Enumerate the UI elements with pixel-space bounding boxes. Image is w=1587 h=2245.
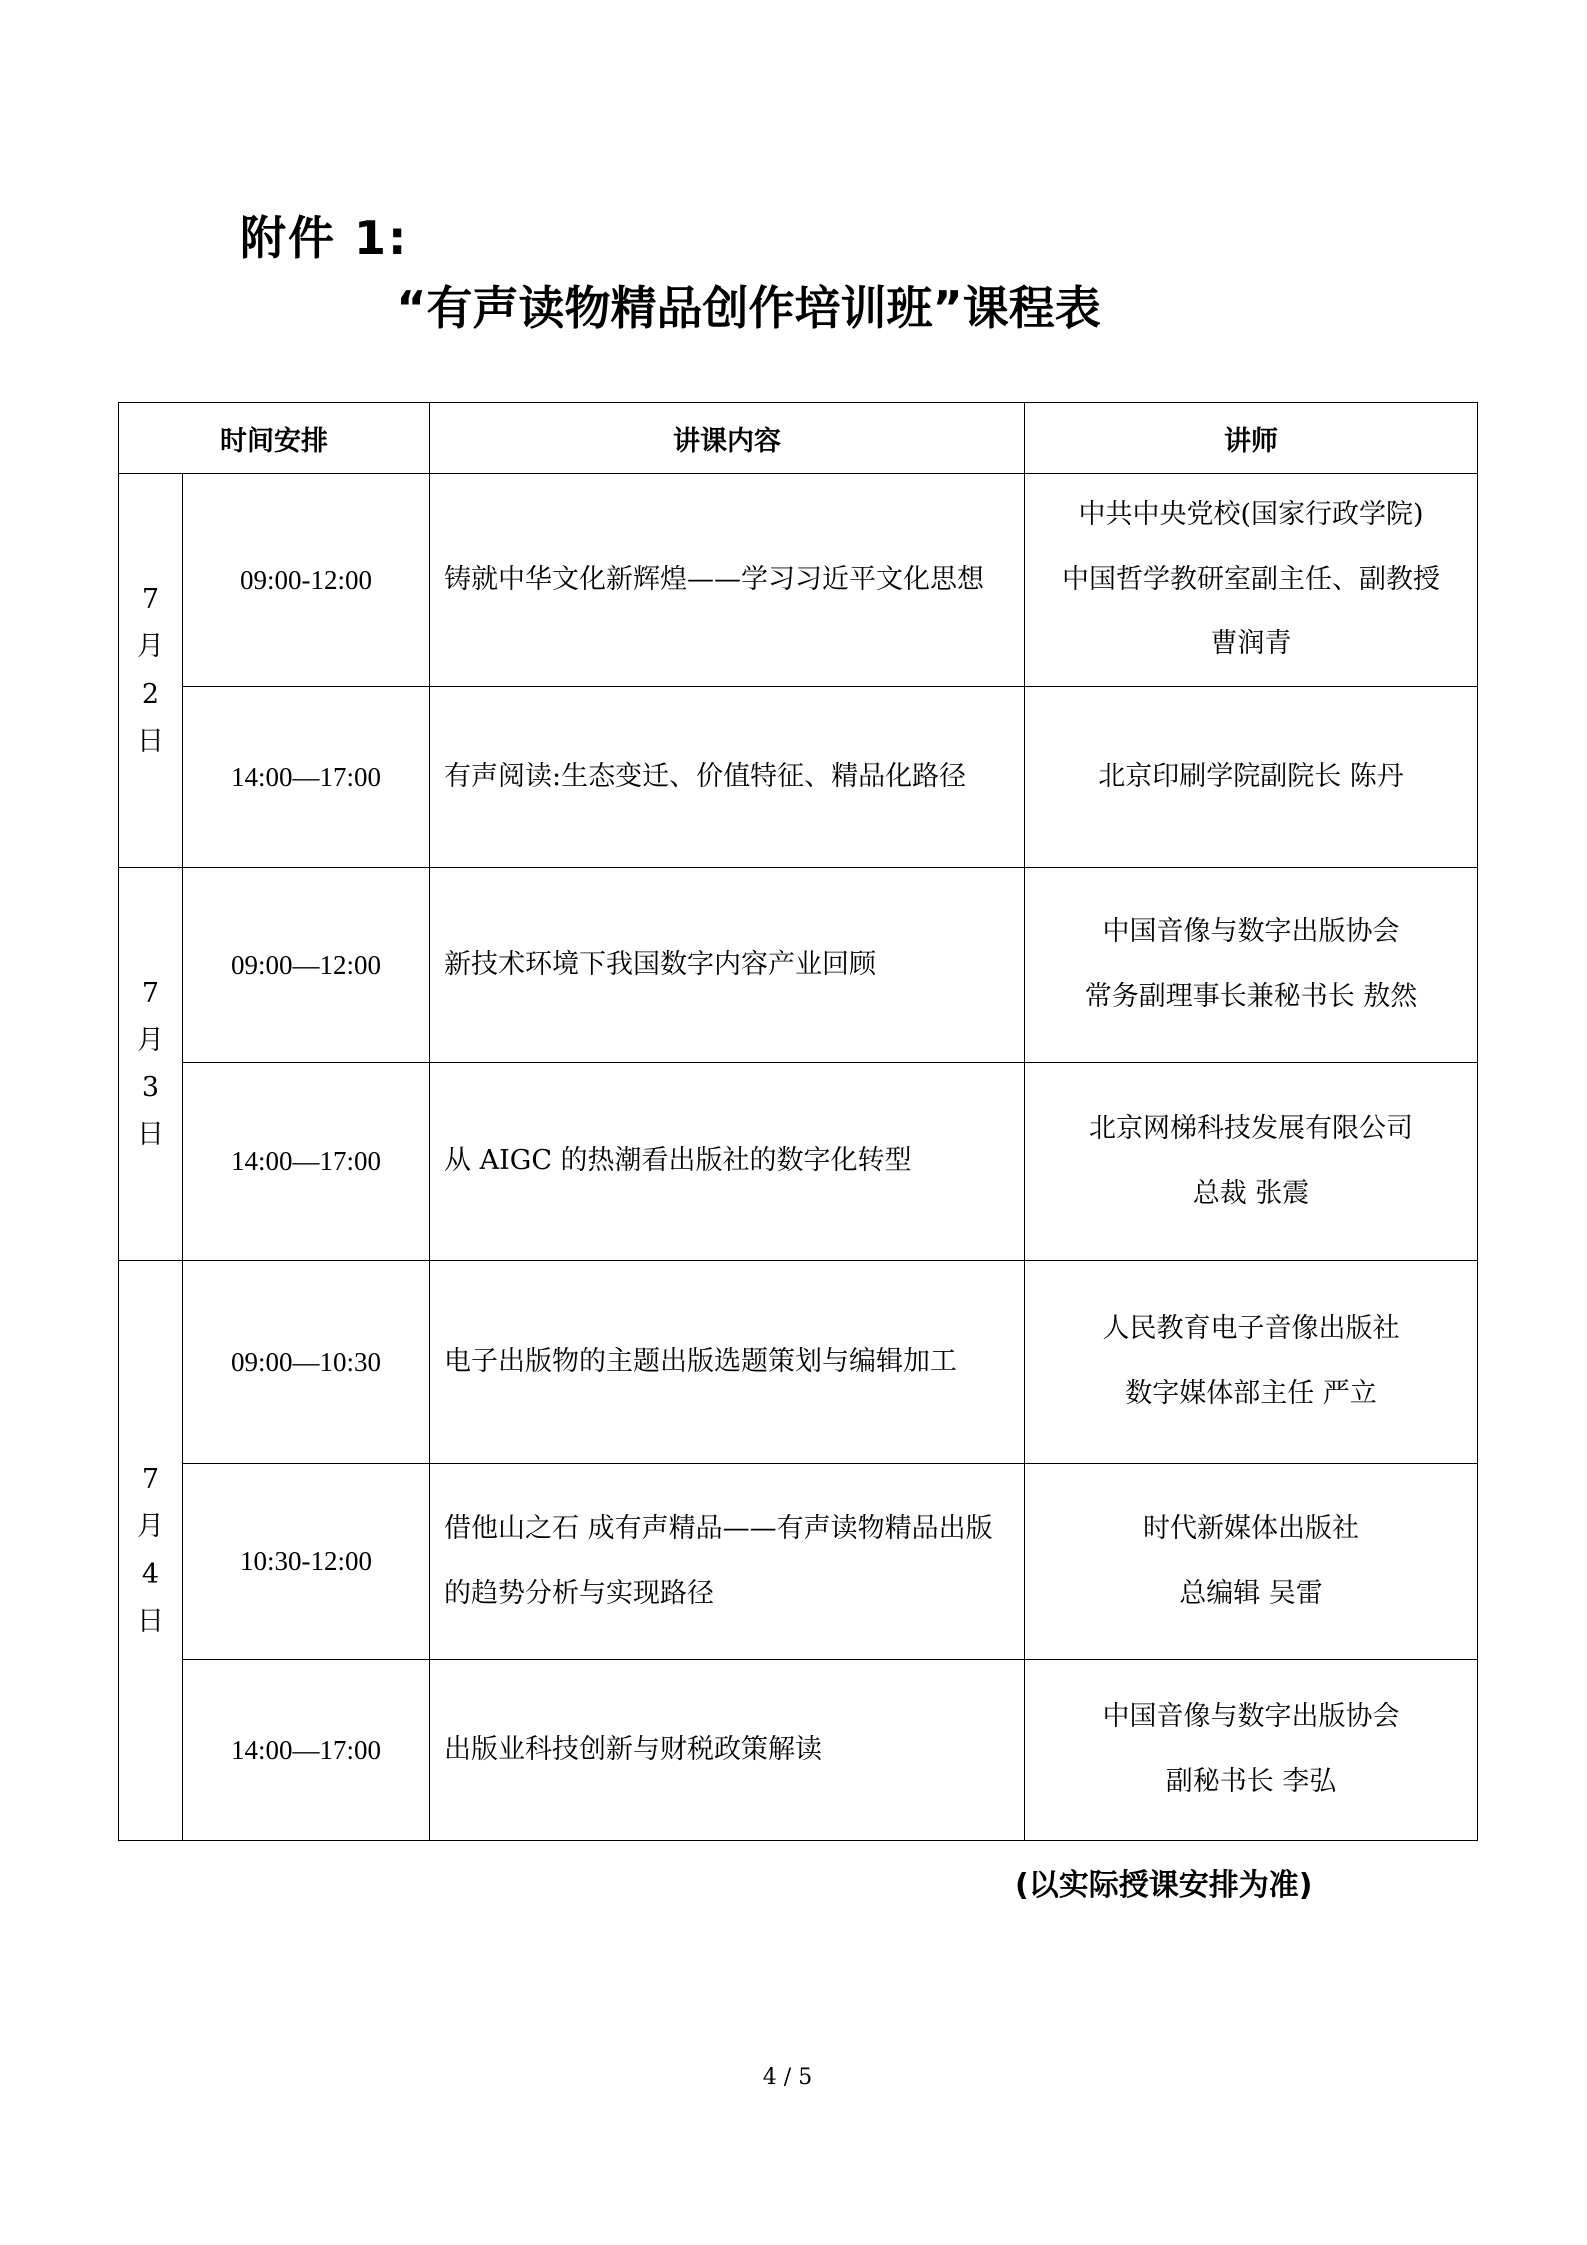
topic-cell: 新技术环境下我国数字内容产业回顾 — [430, 868, 1025, 1063]
time-cell: 14:00—17:00 — [183, 1063, 430, 1261]
table-header-row — [119, 403, 1478, 474]
time-cell: 09:00-12:00 — [183, 474, 430, 687]
time-cell: 09:00—10:30 — [183, 1261, 430, 1464]
lecturer-cell — [1025, 868, 1478, 1063]
page-title: “有声读物精品创作培训班”课程表 — [396, 281, 1101, 335]
day-cell — [119, 474, 183, 868]
schedule-note: (以实际授课安排为准) — [1015, 1868, 1313, 1903]
table-row — [119, 1261, 1478, 1464]
day-char: 月 — [137, 1024, 164, 1056]
lecturer-line: 中国音像与数字出版协会 — [1102, 916, 1400, 948]
topic-cell: 从 AIGC 的热潮看出版社的数字化转型 — [430, 1063, 1025, 1261]
lecturer-cell — [1025, 1464, 1478, 1660]
lecturer-line: 北京印刷学院副院长 陈丹 — [1098, 760, 1404, 792]
lecturer-cell — [1025, 474, 1478, 687]
day-char: 7 — [141, 1464, 160, 1495]
day-char: 日 — [137, 1605, 164, 1637]
table-row — [119, 474, 1478, 687]
lecturer-cell — [1025, 1063, 1478, 1261]
topic-cell: 借他山之石 成有声精品——有声读物精品出版的趋势分析与实现路径 — [430, 1464, 1025, 1660]
lecturer-cell — [1025, 1261, 1478, 1464]
lecturer-line: 副秘书长 李弘 — [1165, 1766, 1337, 1797]
topic-cell: 铸就中华文化新辉煌——学习习近平文化思想 — [430, 474, 1025, 687]
day-char: 日 — [137, 725, 164, 757]
lecturer-line: 中国哲学教研室副主任、副教授 — [1062, 563, 1440, 595]
time-cell: 14:00—17:00 — [183, 687, 430, 868]
lecturer-line: 总裁 张震 — [1192, 1177, 1310, 1209]
time-cell: 10:30-12:00 — [183, 1464, 430, 1660]
lecturer-line: 曹润青 — [1210, 628, 1292, 660]
day-cell — [119, 868, 183, 1261]
day-char: 7 — [141, 584, 160, 615]
day-char: 3 — [141, 1072, 160, 1103]
table-row — [119, 1464, 1478, 1660]
lecturer-line: 数字媒体部主任 严立 — [1125, 1378, 1377, 1409]
lecturer-line: 人民教育电子音像出版社 — [1102, 1313, 1400, 1345]
attachment-label: 附件 1: — [240, 211, 409, 265]
topic-cell: 电子出版物的主题出版选题策划与编辑加工 — [430, 1261, 1025, 1464]
day-char: 4 — [141, 1558, 160, 1590]
lecturer-line: 总编辑 吴雷 — [1179, 1577, 1323, 1609]
day-char: 2 — [141, 678, 160, 710]
day-char: 日 — [137, 1119, 164, 1151]
lecturer-cell — [1025, 1660, 1478, 1841]
day-char: 月 — [137, 631, 164, 663]
page-number: 4 / 5 — [762, 2065, 813, 2090]
topic-cell: 有声阅读:生态变迁、价值特征、精品化路径 — [430, 687, 1025, 868]
table-row — [119, 1660, 1478, 1841]
time-cell: 14:00—17:00 — [183, 1660, 430, 1841]
table-row — [119, 868, 1478, 1063]
time-cell: 09:00—12:00 — [183, 868, 430, 1063]
lecturer-line: 中共中央党校(国家行政学院) — [1078, 498, 1424, 530]
table-row — [119, 1063, 1478, 1261]
day-char: 7 — [141, 977, 160, 1009]
day-char: 月 — [137, 1511, 164, 1543]
header-content: 讲课内容 — [430, 403, 1025, 474]
lecturer-line: 北京网梯科技发展有限公司 — [1089, 1112, 1413, 1144]
header-time: 时间安排 — [119, 403, 430, 474]
day-cell — [119, 1261, 183, 1841]
lecturer-cell — [1025, 687, 1478, 868]
header-lecturer: 讲师 — [1025, 403, 1478, 474]
table-row — [119, 687, 1478, 868]
lecturer-line: 时代新媒体出版社 — [1143, 1512, 1359, 1544]
schedule-table — [118, 402, 1478, 1841]
lecturer-line: 常务副理事长兼秘书长 敖然 — [1084, 981, 1418, 1012]
lecturer-line: 中国音像与数字出版协会 — [1102, 1701, 1400, 1733]
topic-cell: 出版业科技创新与财税政策解读 — [430, 1660, 1025, 1841]
